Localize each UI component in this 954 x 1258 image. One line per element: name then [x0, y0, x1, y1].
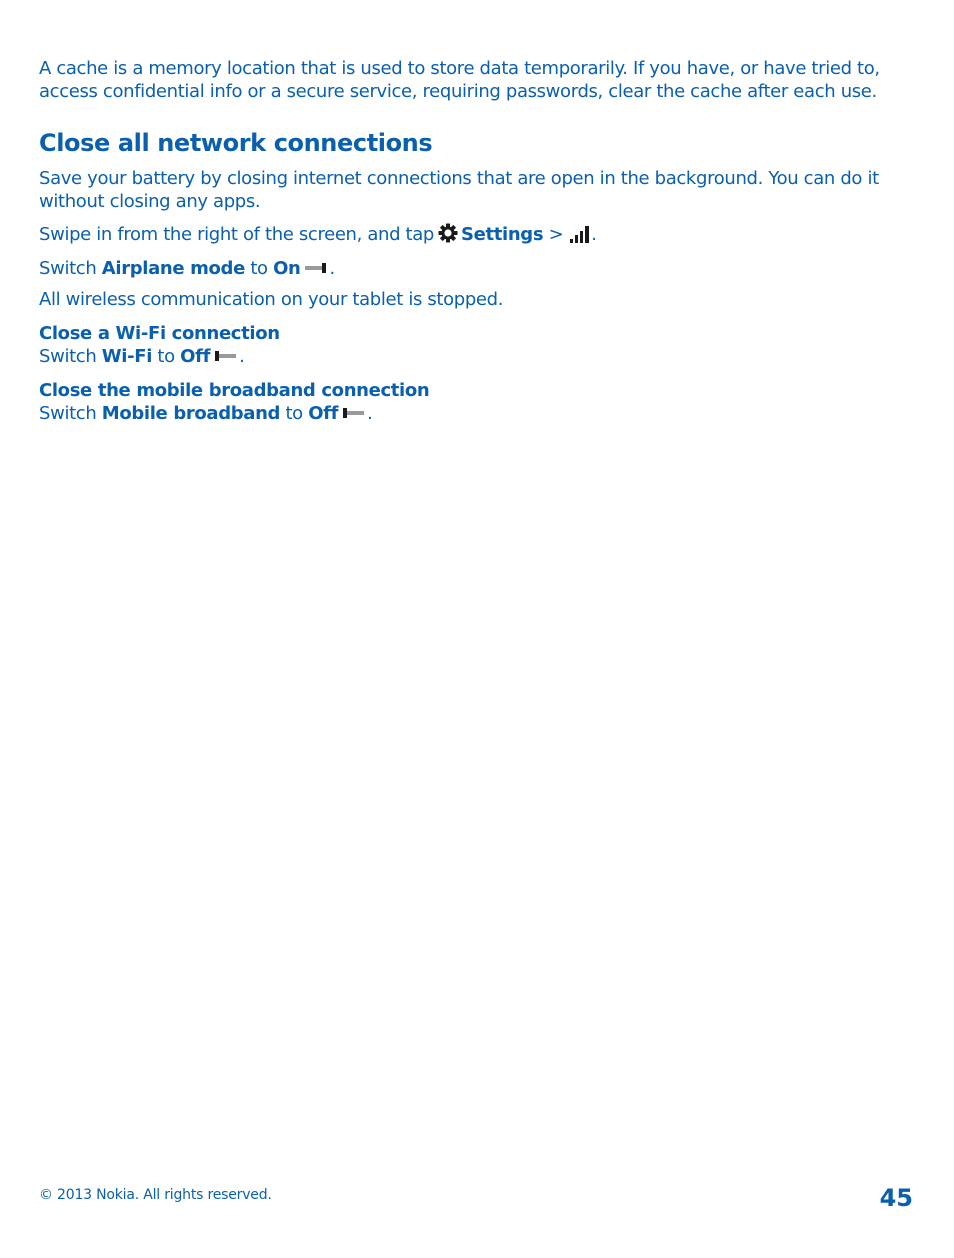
broadband-instruction [39, 402, 919, 425]
swipe-instruction [39, 223, 919, 246]
airplane-state-label: On [273, 258, 301, 279]
broadband-heading: Close the mobile broadband connection [39, 380, 430, 401]
wifi-heading: Close a Wi-Fi connection [39, 323, 280, 344]
toggle-off-icon [343, 408, 365, 418]
switch-word: Switch [39, 403, 97, 424]
document-page [39, 57, 919, 425]
wifi-instruction [39, 345, 919, 368]
wifi-state-label: Off [180, 346, 211, 367]
signal-bars-icon [569, 225, 591, 243]
settings-label: Settings [461, 224, 544, 245]
switch-word: Switch [39, 258, 97, 279]
wifi-suffix: . [239, 346, 245, 367]
section-title: Close all network connections [39, 129, 433, 157]
gear-icon [438, 223, 458, 243]
wireless-stopped-note: All wireless communication on your tablet is stopped. [39, 289, 504, 310]
switch-word: Switch [39, 346, 97, 367]
swipe-suffix: . [591, 224, 597, 245]
battery-summary-paragraph: Save your battery by closing internet connections that are open in the background. You can do it without closing any apps. [39, 168, 879, 212]
cache-intro-paragraph: A cache is a memory location that is used to store data temporarily. If you have, or have tried to, access confidential info or a secure service, requiring passwords, clear the cache after each use. [39, 58, 880, 102]
broadband-state-label: Off [308, 403, 339, 424]
page-number: 45 [879, 1184, 913, 1212]
path-separator: > [548, 224, 564, 245]
toggle-on-icon [305, 263, 327, 273]
airplane-instruction [39, 257, 919, 280]
to-word: to [285, 403, 303, 424]
to-word: to [250, 258, 268, 279]
copyright-footer: © 2013 Nokia. All rights reserved. [39, 1187, 272, 1203]
airplane-suffix: . [329, 258, 335, 279]
to-word: to [157, 346, 175, 367]
broadband-suffix: . [367, 403, 373, 424]
airplane-mode-label: Airplane mode [101, 258, 245, 279]
toggle-off-icon [215, 351, 237, 361]
wifi-label: Wi-Fi [101, 346, 153, 367]
swipe-prefix: Swipe in from the right of the screen, and tap [39, 224, 435, 245]
mobile-broadband-label: Mobile broadband [101, 403, 281, 424]
